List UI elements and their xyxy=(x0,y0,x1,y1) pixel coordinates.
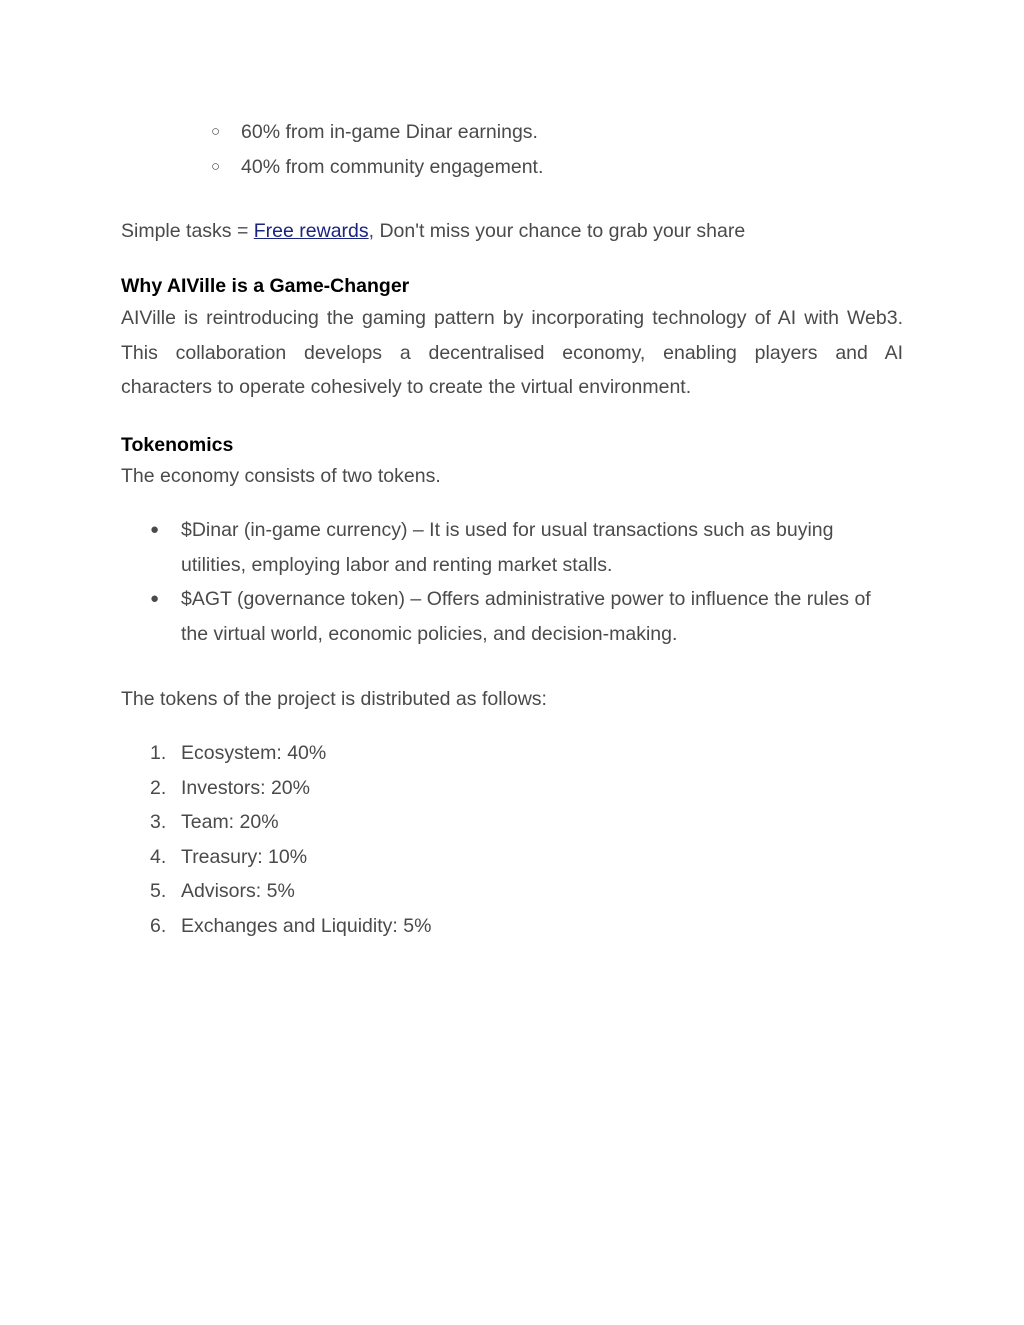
filled-circle-bullet-icon: ● xyxy=(150,521,160,538)
list-number: 5. xyxy=(150,880,167,903)
list-number: 1. xyxy=(150,742,167,764)
list-item xyxy=(121,840,903,875)
list-item xyxy=(121,874,903,909)
list-item xyxy=(121,909,903,944)
list-item xyxy=(121,736,903,771)
list-item-text: Ecosystem: 40% xyxy=(181,742,327,764)
list-item-line: utilities, employing labor and renting market stalls. xyxy=(181,553,613,576)
sub-bullet-list xyxy=(121,115,903,184)
token-bullet-list xyxy=(121,513,903,651)
list-number: 6. xyxy=(150,914,167,937)
list-item-text: Team: 20% xyxy=(181,811,279,834)
list-item xyxy=(121,805,903,840)
list-item-text: 60% from in-game Dinar earnings. xyxy=(241,121,538,143)
list-item-text: Investors: 20% xyxy=(181,776,310,799)
hollow-circle-bullet-icon: ○ xyxy=(211,157,221,175)
list-item xyxy=(121,771,903,806)
filled-circle-bullet-icon: ● xyxy=(150,590,160,608)
paragraph-line: characters to operate cohesively to create the virtual environment. xyxy=(121,376,692,399)
game-changer-section xyxy=(121,271,903,405)
free-rewards-link[interactable]: Free rewards xyxy=(253,220,369,242)
tokenomics-intro: The economy consists of two tokens. xyxy=(121,465,441,487)
section-heading: Tokenomics xyxy=(121,434,234,456)
distribution-intro: The tokens of the project is distributed as follows: xyxy=(121,688,547,710)
distribution-list xyxy=(121,736,903,944)
list-item-text: Treasury: 10% xyxy=(181,845,308,868)
list-item-text: Advisors: 5% xyxy=(181,880,295,903)
section-heading: Why AIVille is a Game-Changer xyxy=(121,275,410,297)
list-number: 3. xyxy=(150,811,167,834)
promo-line xyxy=(121,214,903,249)
promo-prefix: Simple tasks = xyxy=(121,220,254,242)
paragraph-line: This collaboration develops a decentralised economy, enabling players and AI xyxy=(121,341,903,364)
paragraph-line: AIVille is reintroducing the gaming pattern by incorporating technology of AI with Web3. xyxy=(121,307,903,329)
list-item-text: 40% from community engagement. xyxy=(241,155,544,178)
list-item-line: the virtual world, economic policies, and decision-making. xyxy=(181,622,678,645)
list-item xyxy=(121,115,903,150)
list-number: 4. xyxy=(150,845,167,868)
hollow-circle-bullet-icon: ○ xyxy=(211,123,221,140)
tokenomics-section xyxy=(121,430,903,492)
list-item xyxy=(121,150,903,185)
promo-suffix: , Don't miss your chance to grab your share xyxy=(368,220,746,242)
list-item-line: $AGT (governance token) – Offers administrative power to influence the rules of xyxy=(181,588,871,611)
list-item-line: $Dinar (in-game currency) – It is used for usual transactions such as buying xyxy=(181,519,834,541)
list-item xyxy=(121,582,903,651)
list-item-text: Exchanges and Liquidity: 5% xyxy=(181,914,432,937)
list-number: 2. xyxy=(150,776,167,799)
list-item xyxy=(121,513,903,582)
